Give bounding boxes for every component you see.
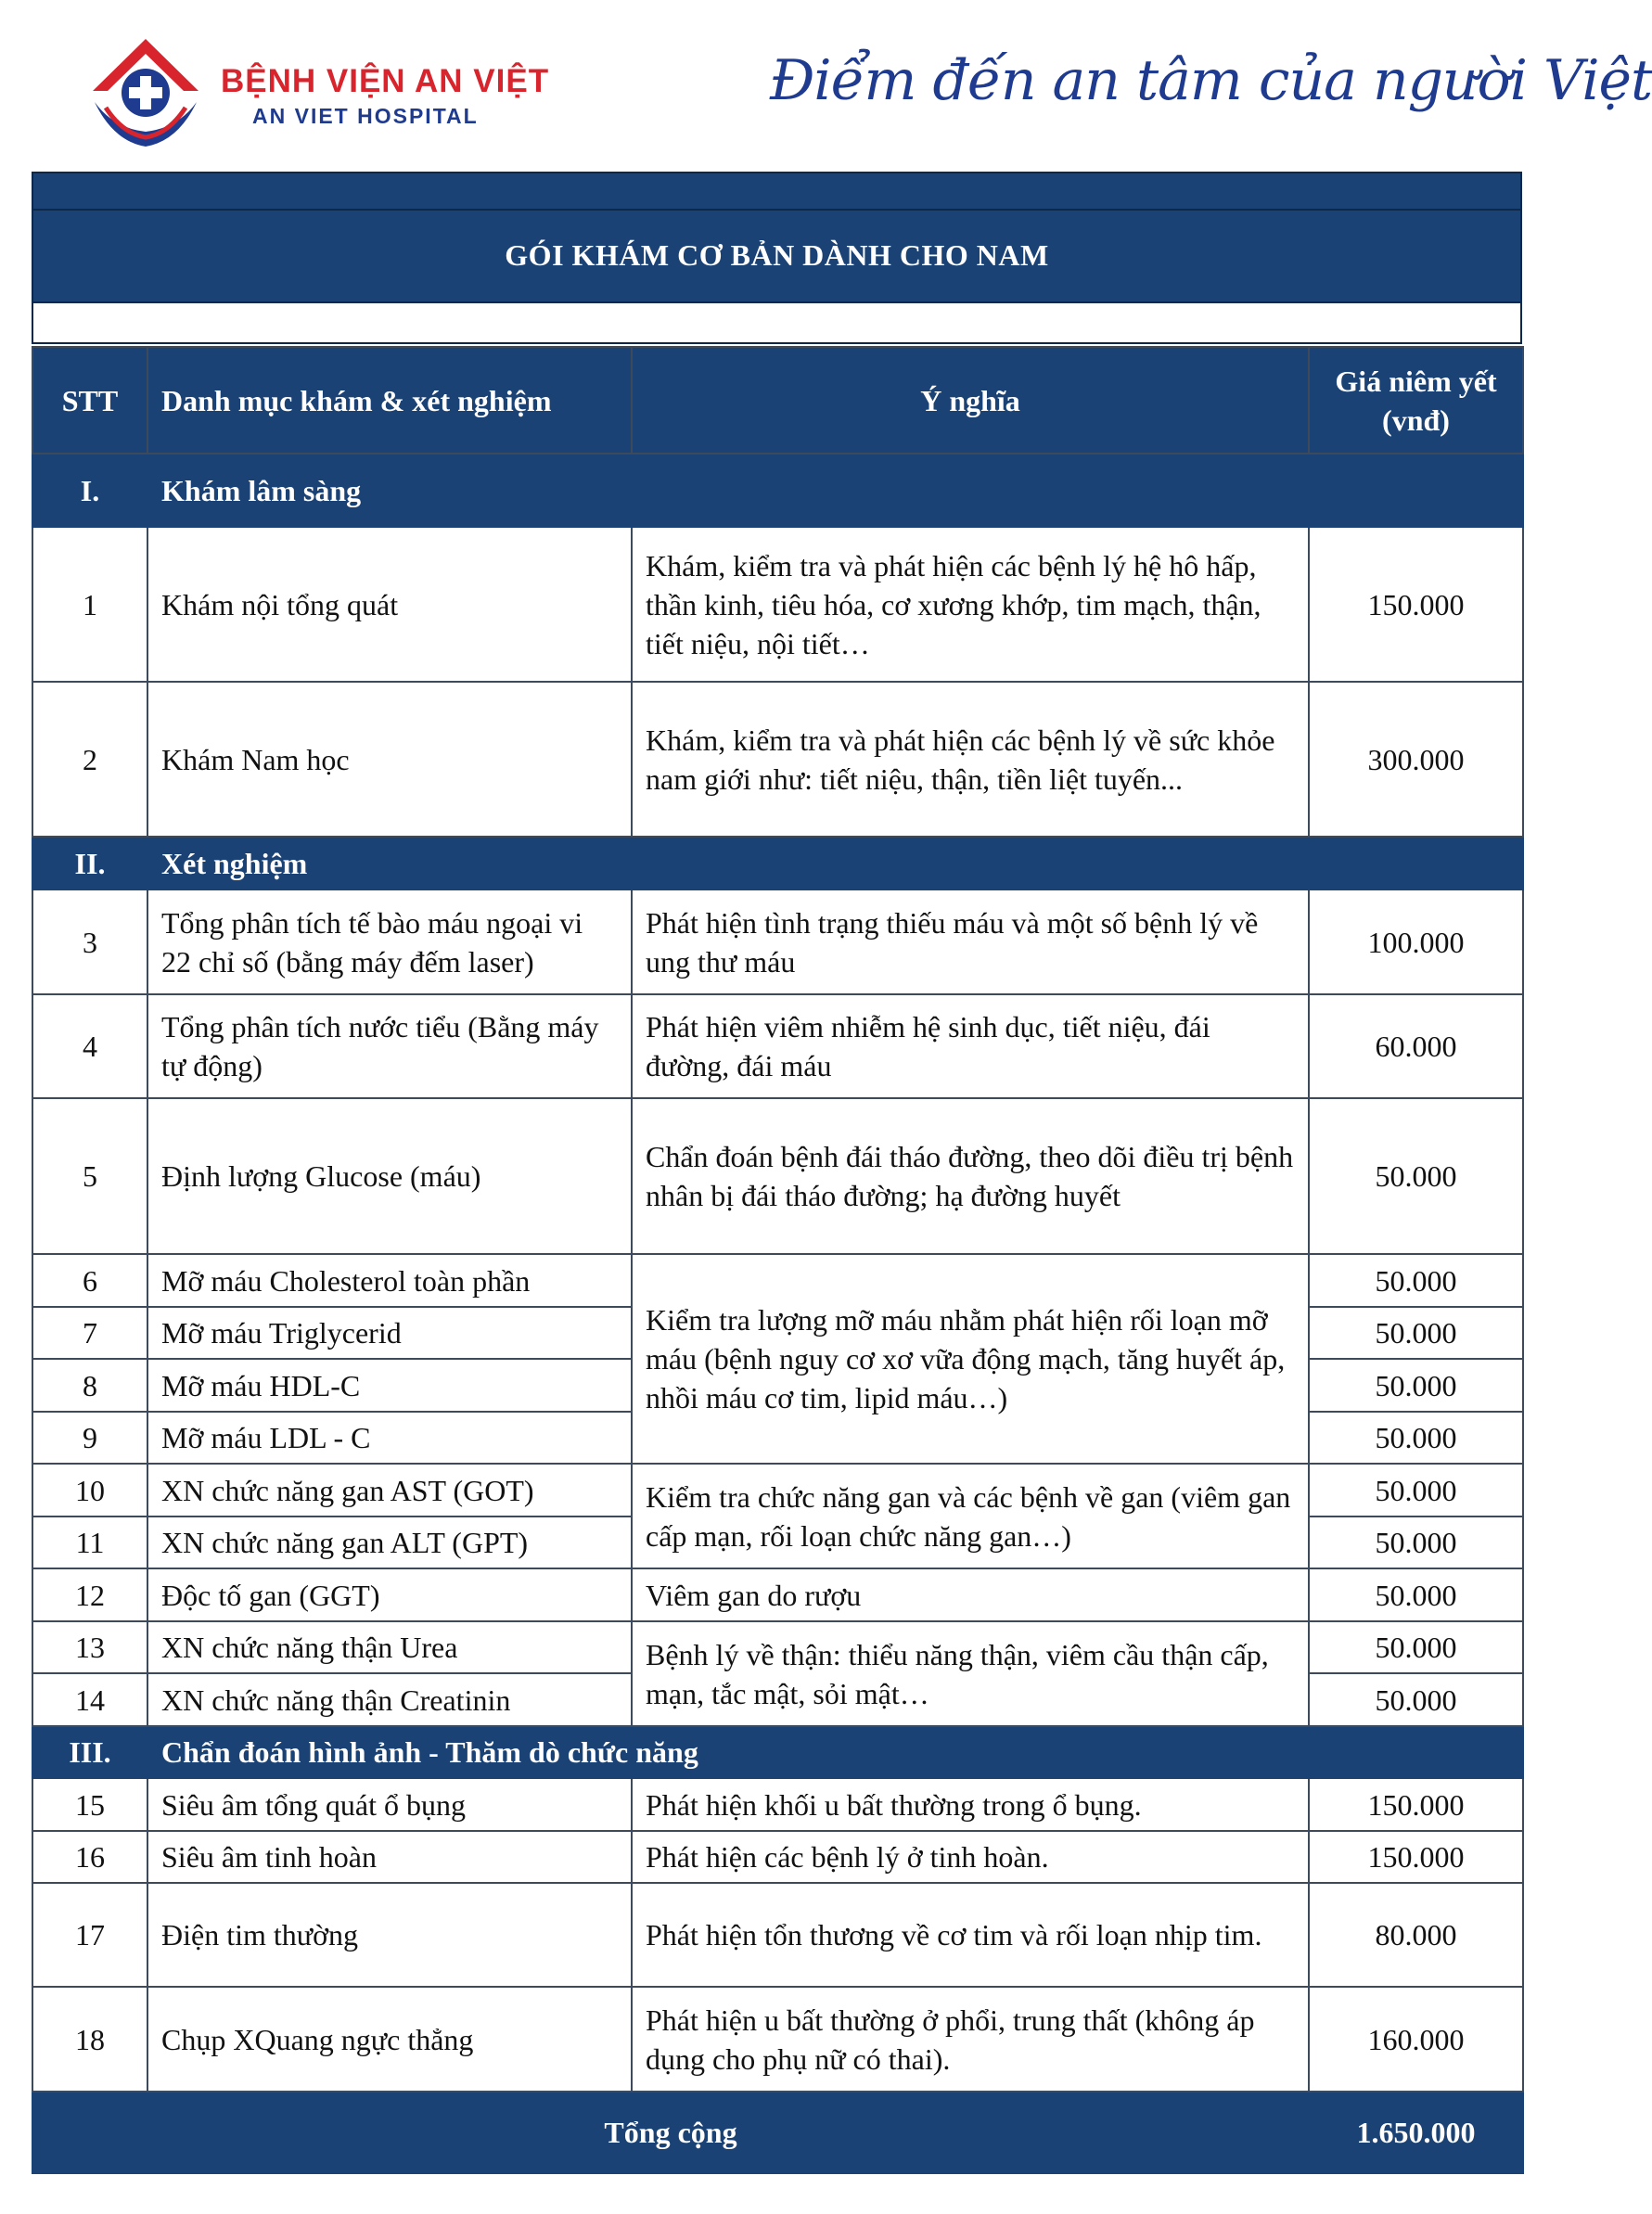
table-row	[32, 994, 1523, 1098]
section-name: Chẩn đoán hình ảnh - Thăm dò chức năng	[147, 1726, 1523, 1778]
table-row	[32, 1883, 1523, 1987]
row-stt: 13	[32, 1621, 147, 1673]
row-price: 150.000	[1309, 527, 1523, 682]
spacer-row	[32, 303, 1522, 344]
row-item: Mỡ máu HDL-C	[147, 1359, 632, 1412]
row-stt: 17	[32, 1883, 147, 1987]
row-stt: 7	[32, 1307, 147, 1359]
table-header-row	[32, 347, 1523, 454]
row-stt: 3	[32, 889, 147, 994]
section-name: Khám lâm sàng	[147, 454, 1523, 527]
row-price: 50.000	[1309, 1254, 1523, 1307]
row-item: Mỡ máu Triglycerid	[147, 1307, 632, 1359]
hospital-subtitle: AN VIET HOSPITAL	[252, 104, 479, 128]
row-stt: 2	[32, 682, 147, 837]
table-row	[32, 1621, 1523, 1673]
row-item: Tổng phân tích nước tiểu (Bằng máy tự động)	[147, 994, 632, 1098]
row-item: Định lượng Glucose (máu)	[147, 1098, 632, 1254]
row-price: 50.000	[1309, 1464, 1523, 1517]
row-stt: 18	[32, 1987, 147, 2092]
row-price: 50.000	[1309, 1098, 1523, 1254]
row-meaning: Viêm gan do rượu	[632, 1568, 1309, 1621]
merged-meaning-lipid: Kiểm tra lượng mỡ máu nhằm phát hiện rối loạn mỡ máu (bệnh nguy cơ xơ vữa động mạch, tăng huyết áp, nhồi máu cơ tim, lipid máu…)	[632, 1254, 1309, 1464]
row-meaning: Phát hiện tổn thương về cơ tim và rối loạn nhịp tim.	[632, 1883, 1309, 1987]
row-price: 50.000	[1309, 1673, 1523, 1726]
row-item: XN chức năng gan ALT (GPT)	[147, 1517, 632, 1568]
row-price: 50.000	[1309, 1517, 1523, 1568]
row-meaning: Phát hiện khối u bất thường trong ổ bụng.	[632, 1778, 1309, 1831]
table-row	[32, 1987, 1523, 2092]
row-item: Tổng phân tích tế bào máu ngoại vi 22 chỉ số (bằng máy đếm laser)	[147, 889, 632, 994]
col-header-category: Danh mục khám & xét nghiệm	[147, 347, 632, 454]
table-row	[32, 889, 1523, 994]
row-price: 50.000	[1309, 1307, 1523, 1359]
row-price: 160.000	[1309, 1987, 1523, 2092]
row-meaning: Chẩn đoán bệnh đái tháo đường, theo dõi điều trị bệnh nhân bị đái tháo đường; hạ đường huyết	[632, 1098, 1309, 1254]
row-item: Khám Nam học	[147, 682, 632, 837]
row-price: 60.000	[1309, 994, 1523, 1098]
row-price: 100.000	[1309, 889, 1523, 994]
row-stt: 5	[32, 1098, 147, 1254]
row-meaning: Phát hiện u bất thường ở phổi, trung thất (không áp dụng cho phụ nữ có thai).	[632, 1987, 1309, 2092]
row-stt: 6	[32, 1254, 147, 1307]
merged-meaning-liver: Kiểm tra chức năng gan và các bệnh về gan (viêm gan cấp mạn, rối loạn chức năng gan…)	[632, 1464, 1309, 1568]
row-item: Mỡ máu LDL - C	[147, 1412, 632, 1464]
row-item: Chụp XQuang ngực thẳng	[147, 1987, 632, 2092]
section-numeral: I.	[32, 454, 147, 527]
page-header	[0, 0, 1652, 158]
section-numeral: III.	[32, 1726, 147, 1778]
col-header-stt: STT	[32, 347, 147, 454]
row-meaning: Khám, kiểm tra và phát hiện các bệnh lý hệ hô hấp, thần kinh, tiêu hóa, cơ xương khớp, tim mạch, thận, tiết niệu, nội tiết…	[632, 527, 1309, 682]
section-row	[32, 837, 1523, 889]
row-meaning: Phát hiện viêm nhiễm hệ sinh dục, tiết niệu, đái đường, đái máu	[632, 994, 1309, 1098]
table-row	[32, 682, 1523, 837]
row-stt: 8	[32, 1359, 147, 1412]
row-price: 50.000	[1309, 1412, 1523, 1464]
row-item: Siêu âm tổng quát ổ bụng	[147, 1778, 632, 1831]
row-price: 300.000	[1309, 682, 1523, 837]
row-price: 50.000	[1309, 1621, 1523, 1673]
row-stt: 1	[32, 527, 147, 682]
row-item: XN chức năng gan AST (GOT)	[147, 1464, 632, 1517]
table-row	[32, 1098, 1523, 1254]
table-row	[32, 1831, 1523, 1883]
row-item: Mỡ máu Cholesterol toàn phần	[147, 1254, 632, 1307]
title-frame	[32, 172, 1522, 344]
row-stt: 9	[32, 1412, 147, 1464]
total-label: Tổng cộng	[32, 2092, 1309, 2173]
row-price: 50.000	[1309, 1359, 1523, 1412]
row-price: 80.000	[1309, 1883, 1523, 1987]
col-header-price: Giá niêm yết (vnđ)	[1309, 347, 1523, 454]
row-stt: 12	[32, 1568, 147, 1621]
total-value: 1.650.000	[1309, 2092, 1523, 2173]
page-title: GÓI KHÁM CƠ BẢN DÀNH CHO NAM	[32, 211, 1522, 303]
table-row	[32, 1778, 1523, 1831]
row-price: 50.000	[1309, 1568, 1523, 1621]
row-price: 150.000	[1309, 1831, 1523, 1883]
row-price: 150.000	[1309, 1778, 1523, 1831]
row-item: Độc tố gan (GGT)	[147, 1568, 632, 1621]
table-row	[32, 1464, 1523, 1517]
section-name: Xét nghiệm	[147, 837, 1523, 889]
section-numeral: II.	[32, 837, 147, 889]
total-row	[32, 2092, 1523, 2173]
row-stt: 11	[32, 1517, 147, 1568]
hospital-name: BỆNH VIỆN AN VIỆT	[221, 63, 550, 99]
slogan: Điểm đến an tâm của người Việt	[770, 48, 1652, 113]
price-table	[32, 346, 1524, 2174]
merged-meaning-kidney: Bệnh lý về thận: thiểu năng thận, viêm cầu thận cấp, mạn, tắc mật, sỏi mật…	[632, 1621, 1309, 1726]
section-row	[32, 454, 1523, 527]
table-row	[32, 1568, 1523, 1621]
table-row	[32, 1254, 1523, 1307]
row-item: Khám nội tổng quát	[147, 527, 632, 682]
row-stt: 14	[32, 1673, 147, 1726]
hospital-logo-icon	[85, 37, 206, 153]
row-meaning: Khám, kiểm tra và phát hiện các bệnh lý về sức khỏe nam giới như: tiết niệu, thận, tiền liệt tuyến...	[632, 682, 1309, 837]
row-item: XN chức năng thận Creatinin	[147, 1673, 632, 1726]
top-bar	[32, 172, 1522, 211]
row-item: Điện tim thường	[147, 1883, 632, 1987]
col-header-meaning: Ý nghĩa	[632, 347, 1309, 454]
section-row	[32, 1726, 1523, 1778]
row-stt: 10	[32, 1464, 147, 1517]
row-stt: 15	[32, 1778, 147, 1831]
row-stt: 16	[32, 1831, 147, 1883]
row-item: XN chức năng thận Urea	[147, 1621, 632, 1673]
row-item: Siêu âm tinh hoàn	[147, 1831, 632, 1883]
row-meaning: Phát hiện các bệnh lý ở tinh hoàn.	[632, 1831, 1309, 1883]
table-row	[32, 527, 1523, 682]
row-meaning: Phát hiện tình trạng thiếu máu và một số bệnh lý về ung thư máu	[632, 889, 1309, 994]
row-stt: 4	[32, 994, 147, 1098]
